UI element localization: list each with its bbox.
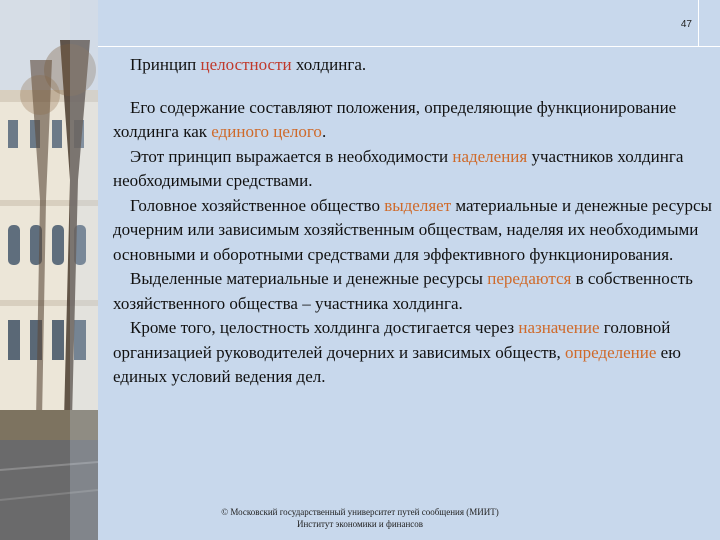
slide-number: 47 (680, 19, 692, 30)
paragraph-1-text-1: Его содержание составляют положения, определяющие функционирование холдинга как (113, 97, 677, 141)
paragraph-3 (113, 194, 713, 268)
paragraph-3-highlight-1: выделяет (384, 195, 452, 215)
paragraph-4 (113, 267, 713, 316)
paragraph-4-text-1: Выделенные материальные и денежные ресурсы (130, 269, 488, 288)
header-vertical-divider (698, 0, 699, 46)
paragraph-5-text-2: головной организацией руководителей дочерних и зависимых обществ, (113, 318, 671, 362)
paragraph-2-text-1: Этот принцип выражается в необходимости (130, 146, 453, 166)
paragraph-2-highlight-1: наделения (452, 146, 528, 166)
paragraph-5-text-1: Кроме того, целостность холдинга достигается через (130, 318, 519, 337)
paragraph-2-text-2: участников холдинга необходимыми средствами. (113, 146, 684, 190)
footer-copyright: © Московский государственный университет путей сообщения (МИИТ) (221, 507, 499, 517)
paragraph-5-text-3: ею единых условий ведения дел. (113, 342, 681, 386)
title-text-before: Принцип (130, 55, 201, 74)
paragraph-1-text-2: . (321, 122, 327, 141)
building-photo (0, 0, 98, 540)
paragraph-1-highlight-1: единого целого (211, 122, 322, 141)
header-divider (98, 46, 720, 47)
building-photo-illustration (0, 0, 98, 540)
title-text-after: холдинга. (291, 55, 367, 74)
title-highlight: целостности (200, 55, 292, 74)
footer-institute: Институт экономики и финансов (296, 519, 424, 529)
paragraph-1 (113, 96, 713, 145)
footer (190, 506, 530, 530)
paragraph-4-text-2: в собственность хозяйственного общества – участника холдинга. (113, 269, 693, 313)
paragraph-5-highlight-2: определение (565, 342, 657, 362)
paragraph-4-highlight-1: передаются (487, 269, 572, 288)
paragraph-3-text-2: материальные и денежные ресурсы дочерним или зависимым хозяйственным обществам, наделяя их необходимыми основными и оборотными средствами для эффективного функционирования. (113, 195, 712, 264)
paragraph-5-highlight-1: назначение (518, 318, 600, 337)
paragraph-3-text-1: Головное хозяйственное общество (130, 195, 385, 215)
paragraph-5 (113, 316, 713, 390)
paragraph-2 (113, 145, 713, 194)
slide-body (113, 53, 713, 390)
slide-title (113, 53, 713, 78)
